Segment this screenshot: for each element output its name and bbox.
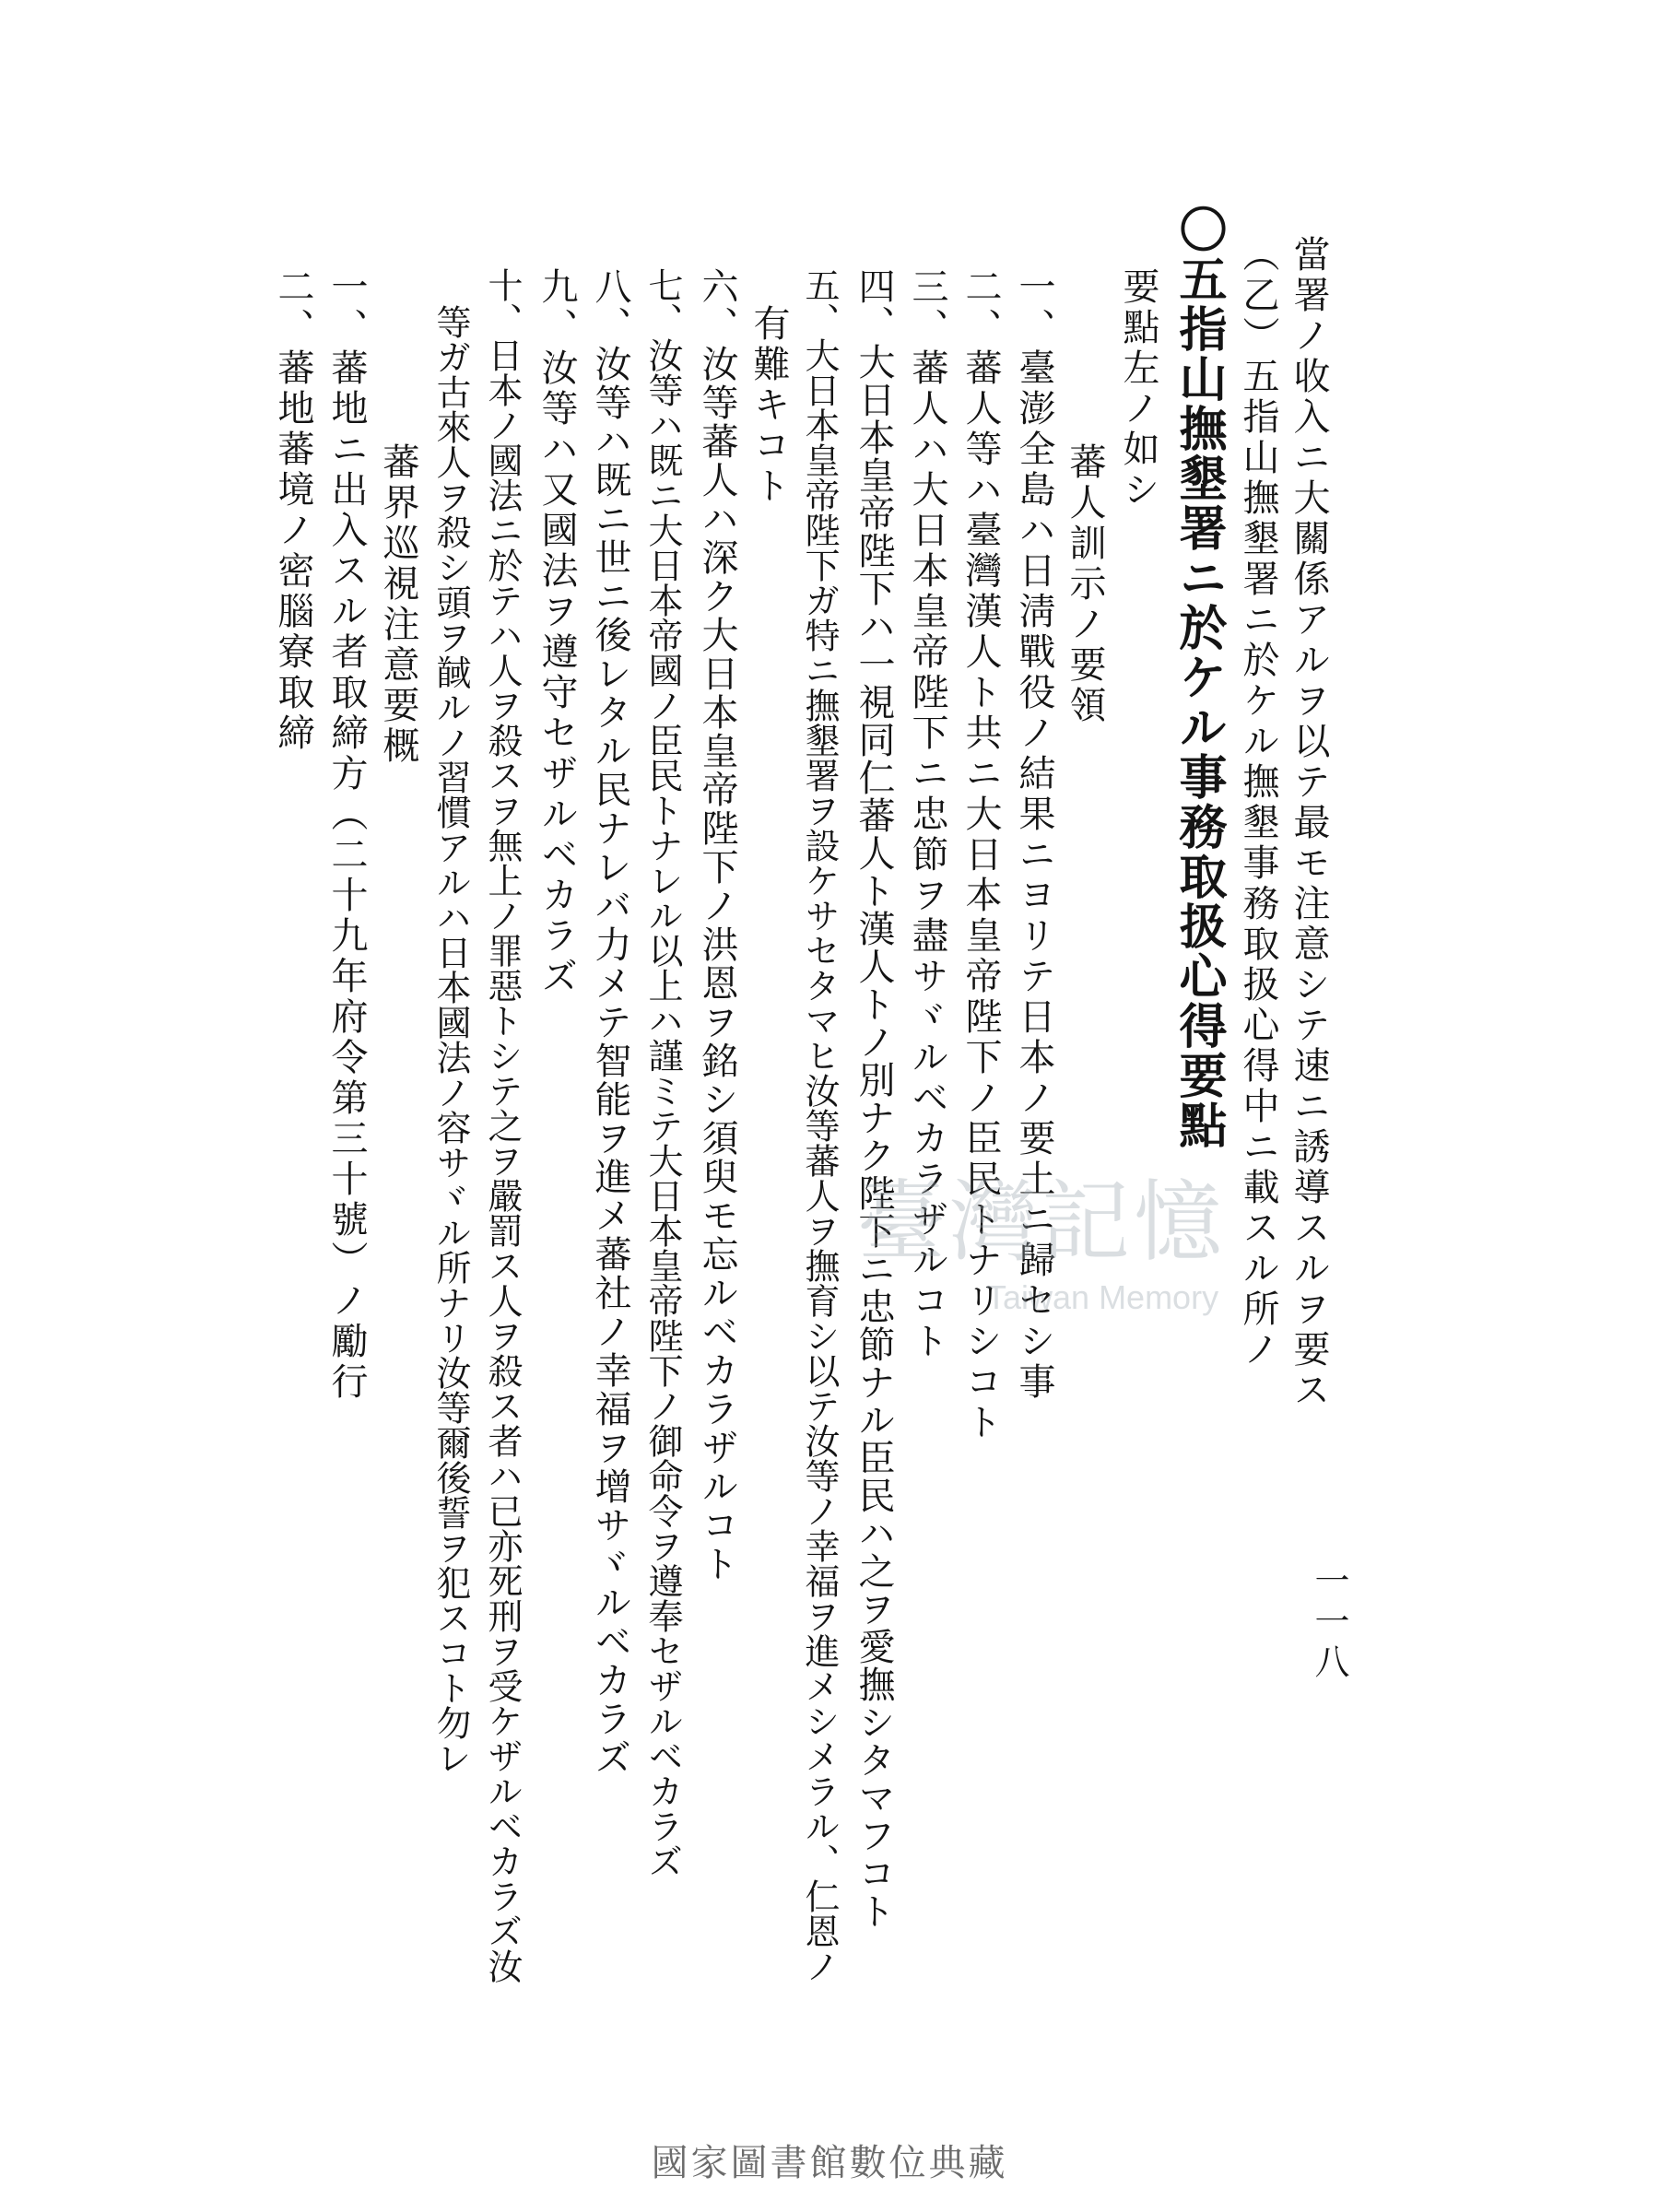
instruction-item-1: 一、臺澎全島ハ日淸戰役ノ結果ニヨリテ日本ノ要土ニ歸セシ事 xyxy=(1013,267,1055,1403)
patrol-item-2: 二、蕃地蕃境ノ密腦寮取締 xyxy=(272,267,314,754)
instruction-item-9: 九、汝等ハ又國法ヲ遵守セザルベカラズ xyxy=(535,267,578,997)
instruction-item-8: 八、汝等ハ既ニ世ニ後レタル民ナレバ力メテ智能ヲ進メ蕃社ノ幸福ヲ增サヾルベカラズ xyxy=(589,267,631,1777)
summary-intro: 要點左ノ如シ xyxy=(1117,267,1159,511)
instruction-item-4: 四、大日本皇帝陛下ハ一視同仁蕃人ト漢人トノ別ナク陛下ニ忠節ナル臣民ハ之ヲ愛撫シタマフコト xyxy=(853,267,895,1930)
footer-credit: 國家圖書館數位典藏 xyxy=(651,2142,1008,2184)
patrol-heading: 蕃界巡視注意要概 xyxy=(377,442,419,767)
instruction-item-10-continued: 等ガ古來人ヲ殺シ頭ヲ馘ルノ習慣アルハ日本國法ノ容サヾル所ナリ汝等爾後誓ヲ犯スコト勿レ xyxy=(430,304,471,1775)
watermark-text: 臺灣記憶 xyxy=(857,1171,1226,1274)
instruction-item-10: 十、日本ノ國法ニ於テハ人ヲ殺スヲ無上ノ罪惡トシテ之ヲ嚴罰ス人ヲ殺ス者ハ已亦死刑ヲ受ケザルベカラズ汝 xyxy=(482,267,523,1983)
instruction-item-6: 六、汝等蕃人ハ深ク大日本皇帝陛下ノ洪恩ヲ銘シ須臾モ忘ルベカラザルコト xyxy=(696,267,738,1583)
instruction-heading: 蕃人訓示ノ要領 xyxy=(1064,442,1106,726)
instruction-item-5: 五、大日本皇帝陛下ガ特ニ撫墾署ヲ設ケサセタマヒ汝等蕃人ヲ撫育シ以テ汝等ノ幸福ヲ進メシメラル、仁恩ノ xyxy=(799,267,840,1983)
watermark-english: Taiwan Memory xyxy=(986,1278,1219,1316)
instruction-item-2: 二、蕃人等ハ臺灣漢人ト共ニ大日本皇帝陛下ノ臣民トナリシコト xyxy=(959,267,1002,1443)
page-number: 一一八 xyxy=(1309,1562,1349,1684)
instruction-item-3: 三、蕃人ハ大日本皇帝陛下ニ忠節ヲ盡サヾルベカラザルコト xyxy=(906,267,948,1362)
instruction-item-5-continued: 有難キコト xyxy=(747,304,790,507)
subsection-heading-otsu: （乙）五指山撫墾署ニ於ケル撫墾事務取扱心得中ニ載スル所ノ xyxy=(1237,235,1279,1371)
intro-line: 當署ノ收入ニ大關係アルヲ以テ最モ注意シテ速ニ誘導スルヲ要ス xyxy=(1288,235,1330,1411)
instruction-item-7: 七、汝等ハ既ニ大日本帝國ノ臣民トナレル以上ハ謹ミテ大日本皇帝陛下ノ御命令ヲ遵奉セザルベカラズ xyxy=(642,267,683,1878)
section-title: 〇五指山撫墾署ニ於ケル事務取扱心得要點 xyxy=(1171,205,1227,1150)
patrol-item-1: 一、蕃地ニ出入スル者取締方（二十九年府令第三十號）ノ勵行 xyxy=(325,267,368,1403)
